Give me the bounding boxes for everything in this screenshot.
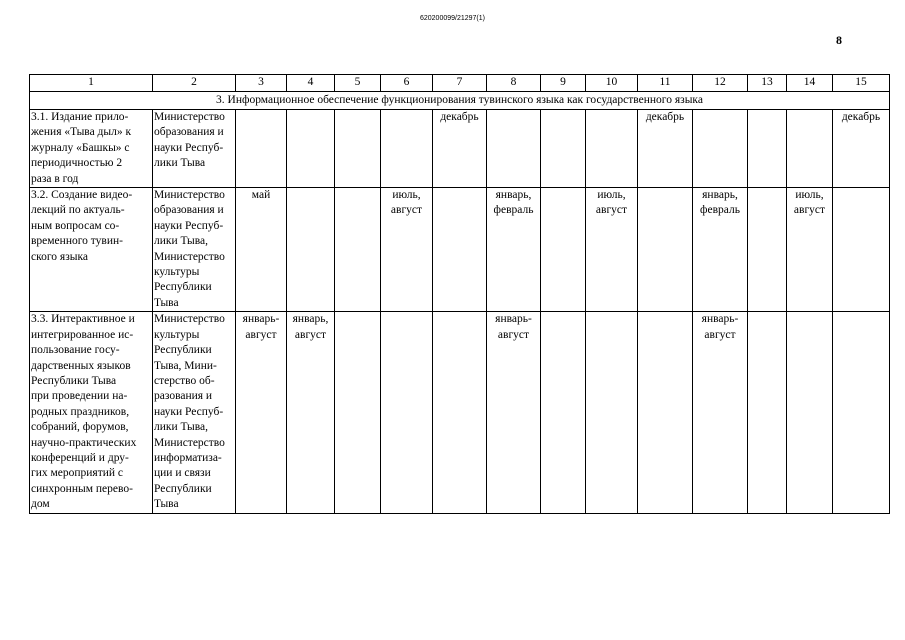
schedule-cell — [541, 110, 586, 188]
schedule-cell — [381, 312, 433, 513]
table-row — [30, 110, 890, 188]
schedule-cell — [693, 110, 748, 188]
column-number: 3 — [236, 75, 287, 92]
column-number-row — [30, 75, 890, 92]
column-number: 4 — [287, 75, 335, 92]
document-id: 620200099/21297(1) — [419, 15, 485, 22]
schedule-cell — [381, 110, 433, 188]
schedule-cell: январь- август — [236, 312, 287, 513]
schedule-cell — [833, 188, 890, 312]
schedule-cell — [748, 188, 787, 312]
schedule-cell: декабрь — [433, 110, 487, 188]
column-number: 14 — [787, 75, 833, 92]
column-number: 5 — [335, 75, 381, 92]
page-number: 8 — [836, 33, 842, 47]
responsible-org: Министерство образования и науки Респуб- лики Тыва — [153, 110, 236, 188]
responsible-org: Министерство культуры Республики Тыва, Мини- стерство об- разования и науки Респуб- лики Тыва, Министерство информатиза- ции и связи Республики Тыва — [153, 312, 236, 513]
column-number: 13 — [748, 75, 787, 92]
activity-name: 3.3. Интерактивное и интегрированное ис- пользование госу- дарственных языков Республики Тыва при проведении на- родных праздников, собраний, форумов, научно-практических конференций и дру- гих мероприятий с синхронным перево- дом — [30, 312, 153, 513]
schedule-cell — [335, 188, 381, 312]
schedule-cell — [287, 188, 335, 312]
activity-name: 3.1. Издание прило- жения «Тыва дыл» к журналу «Башкы» с периодичностью 2 раза в год — [30, 110, 153, 188]
column-number: 11 — [638, 75, 693, 92]
schedule-cell: декабрь — [833, 110, 890, 188]
schedule-cell — [487, 110, 541, 188]
column-number: 10 — [586, 75, 638, 92]
schedule-cell — [748, 110, 787, 188]
schedule-cell — [638, 312, 693, 513]
table-row — [30, 312, 890, 513]
column-number: 8 — [487, 75, 541, 92]
schedule-cell — [433, 188, 487, 312]
schedule-cell — [638, 188, 693, 312]
schedule-cell — [541, 312, 586, 513]
plan-table — [29, 74, 890, 514]
column-number: 2 — [153, 75, 236, 92]
section-row — [30, 92, 890, 110]
column-number: 1 — [30, 75, 153, 92]
activity-name: 3.2. Создание видео- лекций по актуаль- ным вопросам со- временного тувин- ского языка — [30, 188, 153, 312]
schedule-cell — [787, 312, 833, 513]
schedule-cell — [586, 312, 638, 513]
column-number: 9 — [541, 75, 586, 92]
schedule-cell: июль, август — [381, 188, 433, 312]
schedule-cell — [787, 110, 833, 188]
schedule-cell: январь, февраль — [487, 188, 541, 312]
schedule-cell — [833, 312, 890, 513]
schedule-cell — [335, 312, 381, 513]
responsible-org: Министерство образования и науки Респуб- лики Тыва, Министерство культуры Республики Тыва — [153, 188, 236, 312]
schedule-cell — [335, 110, 381, 188]
section-title: 3. Информационное обеспечение функционирования тувинского языка как государственного языка — [30, 92, 890, 110]
schedule-cell — [541, 188, 586, 312]
schedule-cell — [236, 110, 287, 188]
schedule-cell — [748, 312, 787, 513]
schedule-cell — [586, 110, 638, 188]
schedule-cell: июль, август — [586, 188, 638, 312]
schedule-cell: май — [236, 188, 287, 312]
table-row — [30, 188, 890, 312]
schedule-cell: декабрь — [638, 110, 693, 188]
column-number: 6 — [381, 75, 433, 92]
schedule-cell: январь- август — [487, 312, 541, 513]
column-number: 7 — [433, 75, 487, 92]
schedule-cell: январь, февраль — [693, 188, 748, 312]
schedule-cell: июль, август — [787, 188, 833, 312]
schedule-cell — [433, 312, 487, 513]
schedule-cell: январь- август — [693, 312, 748, 513]
column-number: 15 — [833, 75, 890, 92]
schedule-cell: январь, август — [287, 312, 335, 513]
schedule-cell — [287, 110, 335, 188]
column-number: 12 — [693, 75, 748, 92]
